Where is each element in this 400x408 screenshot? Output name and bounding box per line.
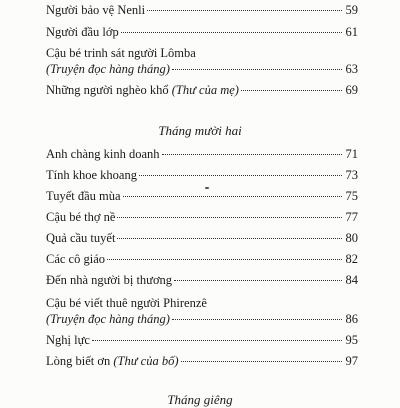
dot-leader (117, 217, 342, 218)
entry-subtitle: (Truyện đọc hàng tháng) (46, 312, 170, 326)
toc-entry (46, 2, 358, 18)
dot-leader (172, 319, 342, 320)
entry-title: Cậu bé thợ nề (46, 210, 116, 224)
dot-leader (139, 175, 342, 176)
dot-leader (123, 196, 342, 197)
entry-page-number: 59 (345, 3, 358, 17)
toc-entry (46, 209, 358, 225)
dot-leader (181, 361, 342, 362)
entry-page-number: 77 (345, 210, 358, 224)
dot-leader (162, 154, 342, 155)
entry-title-italic: (Thư của bố) (113, 354, 179, 368)
entry-title-italic: (Thư của mẹ) (171, 83, 239, 97)
toc-entry (46, 230, 358, 246)
entry-page-number: 86 (345, 312, 358, 326)
toc-entry (46, 332, 358, 348)
entry-page-number: 61 (345, 25, 358, 39)
entry-title: Quả cầu tuyết (46, 231, 116, 245)
entry-title: Tính khoe khoang (46, 168, 137, 182)
next-section-heading: Tháng giêng (167, 392, 233, 407)
dot-leader (147, 10, 342, 11)
entry-title (46, 82, 239, 98)
entry-title-text: Những người nghèo khổ (46, 83, 172, 97)
entry-page-number: 75 (345, 189, 358, 203)
entry-title: Cậu bé trinh sát người Lômba (46, 46, 196, 60)
entry-title: Nghị lực (46, 333, 90, 347)
entry-page-number: 97 (345, 354, 358, 368)
entry-title: Đến nhà người bị thương (46, 273, 173, 287)
entry-title: Cậu bé viết thuê người Phirenzê (46, 296, 207, 310)
entry-title: Người bảo vệ Nenli (46, 3, 146, 17)
toc-entry (46, 188, 358, 204)
entry-page-number: 63 (345, 62, 358, 76)
toc-entry (46, 82, 358, 98)
entry-title: Các cô giáo (46, 252, 106, 266)
toc-entry (46, 24, 358, 40)
toc-entry (46, 45, 358, 77)
print-speck (205, 187, 209, 189)
entry-page-number: 73 (345, 168, 358, 182)
entry-page-number: 84 (345, 273, 358, 287)
entry-title: Tuyết đầu mùa (46, 189, 121, 203)
toc-entry (46, 167, 358, 183)
dot-leader (121, 32, 342, 33)
entry-page-number: 80 (345, 231, 358, 245)
toc-entry (46, 146, 358, 162)
entry-title (46, 353, 179, 369)
toc-entry (46, 251, 358, 267)
entry-title: Anh chàng kinh doanh (46, 147, 160, 161)
dot-leader (174, 280, 342, 281)
toc-entry (46, 353, 358, 369)
dot-leader (117, 238, 342, 239)
toc-entry (46, 295, 358, 327)
entry-title-text: Lòng biết ơn (46, 354, 114, 368)
toc-entry (46, 272, 358, 288)
entry-page-number: 82 (345, 252, 358, 266)
entry-page-number: 95 (345, 333, 358, 347)
dot-leader (107, 259, 342, 260)
dot-leader (92, 340, 342, 341)
entry-title: Người đầu lớp (46, 25, 119, 39)
dot-leader (172, 69, 342, 70)
dot-leader (241, 90, 342, 91)
entry-page-number: 69 (345, 83, 358, 97)
entry-subtitle: (Truyện đọc hàng tháng) (46, 62, 170, 76)
entry-page-number: 71 (345, 147, 358, 161)
section-heading: Tháng mười hai (158, 123, 242, 138)
